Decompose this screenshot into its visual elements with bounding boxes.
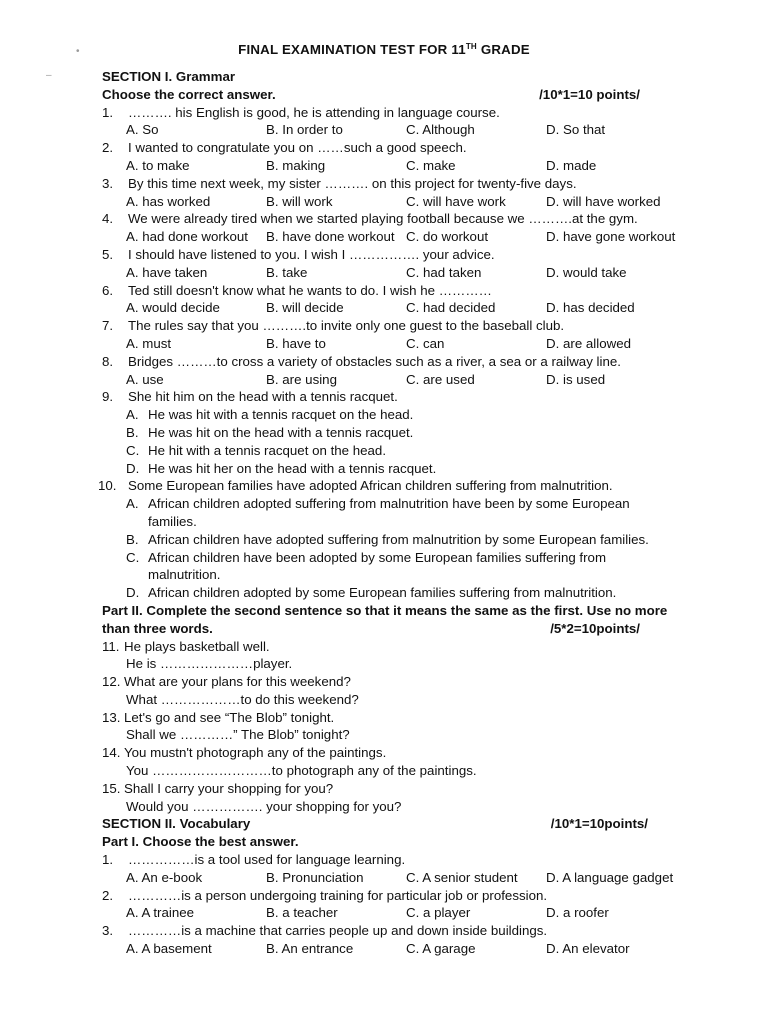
answer-option: D. will have worked bbox=[546, 193, 661, 209]
answer-option: C. make bbox=[406, 157, 456, 173]
scan-mark: – bbox=[46, 70, 52, 81]
option-text bbox=[102, 460, 710, 478]
answer-option: A. use bbox=[126, 371, 164, 387]
answer-option: D. made bbox=[546, 157, 597, 173]
options-row bbox=[102, 940, 710, 958]
question-stem: …………is a machine that carries people up and down inside buildings. bbox=[128, 923, 548, 939]
answer-option: B. In order to bbox=[266, 122, 343, 138]
instruction: Choose the correct answer. bbox=[102, 86, 276, 102]
grammar-questions bbox=[102, 104, 710, 389]
option-body: He was hit her on the head with a tennis racquet. bbox=[148, 460, 437, 476]
option-text: A. African children adopted suffering from malnutrition have been by some European bbox=[126, 496, 630, 512]
rewrite-question bbox=[102, 744, 710, 762]
options-row bbox=[102, 335, 710, 353]
answer-option: D. have gone workout bbox=[546, 229, 676, 245]
rewrite-answer-line: He is …………………player. bbox=[126, 656, 293, 672]
section-heading-row bbox=[102, 815, 710, 833]
options-row bbox=[102, 299, 710, 317]
question-text: 9. She hit him on the head with a tennis racquet. bbox=[102, 389, 398, 405]
answer-option: C. a player bbox=[406, 905, 471, 921]
answer-option: D. A language gadget bbox=[546, 869, 674, 885]
question-stem: Ted still doesn't know what he wants to do. I wish he ………… bbox=[128, 282, 492, 298]
question-number: 2. bbox=[102, 887, 114, 903]
answer-option: D. has decided bbox=[546, 300, 635, 316]
answer-option: B. will work bbox=[266, 193, 333, 209]
question-stem: ……………is a tool used for language learning. bbox=[128, 852, 406, 868]
question-number: 4. bbox=[102, 211, 114, 227]
options-row bbox=[102, 121, 710, 139]
question-text bbox=[102, 887, 710, 905]
options-row bbox=[102, 869, 710, 887]
question-number: 6. bbox=[102, 282, 114, 298]
answer-option: A. A trainee bbox=[126, 905, 195, 921]
question-text: 10. Some European families have adopted African children suffering from malnutrition. bbox=[98, 478, 613, 494]
vocabulary-questions bbox=[102, 851, 710, 958]
answer-option: C. are used bbox=[406, 371, 475, 387]
answer-option: B. An entrance bbox=[266, 941, 354, 957]
question-number: 3. bbox=[102, 923, 114, 939]
answer-option: D. are allowed bbox=[546, 335, 631, 351]
question-text bbox=[102, 175, 710, 193]
answer-option: C. do workout bbox=[406, 229, 489, 245]
points: /5*2=10points/ bbox=[550, 620, 640, 636]
answer-option: A. An e-book bbox=[126, 869, 203, 885]
answer-option: A. would decide bbox=[126, 300, 220, 316]
answer-option: C. had decided bbox=[406, 300, 496, 316]
answer-option: C. had taken bbox=[406, 264, 482, 280]
question-text bbox=[102, 104, 710, 122]
option-letter: D. bbox=[126, 460, 140, 476]
question-number: 7. bbox=[102, 318, 114, 334]
option-text bbox=[102, 424, 710, 442]
answer-option: A. has worked bbox=[126, 193, 211, 209]
question-number: 2. bbox=[102, 140, 114, 156]
answer-option: B. have to bbox=[266, 335, 326, 351]
question-number: 13. bbox=[102, 709, 121, 725]
option-text: families. bbox=[148, 513, 197, 529]
question-stem: …………is a person undergoing training for particular job or profession. bbox=[128, 887, 548, 903]
question-text bbox=[102, 139, 710, 157]
part-heading: Part II. Complete the second sentence so that it means the same as the first. Use no more bbox=[102, 602, 668, 618]
option-letter: C. bbox=[126, 442, 140, 458]
question-text bbox=[102, 922, 710, 940]
option-body: He hit with a tennis racquet on the head. bbox=[148, 442, 387, 458]
question-stem: ………. his English is good, he is attending in language course. bbox=[128, 104, 500, 120]
question-text bbox=[102, 317, 710, 335]
question-number: 5. bbox=[102, 246, 114, 262]
answer-option: D. So that bbox=[546, 122, 606, 138]
question-stem: I wanted to congratulate you on ……such a good speech. bbox=[128, 140, 467, 156]
question-number: 8. bbox=[102, 353, 114, 369]
option-letter: B. bbox=[126, 424, 139, 440]
question-stem: I should have listened to you. I wish I ……………. your advice. bbox=[128, 246, 495, 262]
option-text: C. African children have been adopted by some European families suffering from bbox=[126, 549, 607, 565]
q9-options bbox=[102, 406, 710, 477]
option-text bbox=[102, 442, 710, 460]
question-stem: You mustn't photograph any of the paintings. bbox=[124, 745, 387, 761]
question-stem: He plays basketball well. bbox=[124, 638, 270, 654]
option-text: B. African children have adopted suffering from malnutrition by some European families. bbox=[126, 531, 649, 547]
points: /10*1=10 points/ bbox=[539, 86, 640, 102]
question-number: 15. bbox=[102, 780, 121, 796]
options-row bbox=[102, 228, 710, 246]
rewrite-questions bbox=[102, 638, 710, 816]
question-stem: Let's go and see “The Blob” tonight. bbox=[124, 709, 335, 725]
rewrite-answer-line: You ………………………to photograph any of the paintings. bbox=[126, 763, 477, 779]
answer-option: B. Pronunciation bbox=[266, 869, 364, 885]
answer-option: D. is used bbox=[546, 371, 606, 387]
option-letter: A. bbox=[126, 407, 139, 423]
answer-option: C. A garage bbox=[406, 941, 476, 957]
options-row bbox=[102, 264, 710, 282]
answer-option: B. making bbox=[266, 157, 326, 173]
instruction-row bbox=[102, 86, 710, 104]
question-number: 1. bbox=[102, 104, 114, 120]
answer-option: C. Although bbox=[406, 122, 475, 138]
answer-option: D. a roofer bbox=[546, 905, 609, 921]
answer-option: C. can bbox=[406, 335, 445, 351]
section-heading: SECTION II. Vocabulary bbox=[102, 816, 251, 832]
question-number: 1. bbox=[102, 852, 114, 868]
answer-option: B. are using bbox=[266, 371, 337, 387]
answer-option: C. A senior student bbox=[406, 869, 518, 885]
options-row bbox=[102, 193, 710, 211]
option-body: He was hit with a tennis racquet on the head. bbox=[148, 407, 414, 423]
rewrite-question bbox=[102, 780, 710, 798]
rewrite-question bbox=[102, 709, 710, 727]
rewrite-answer-line: What ………………to do this weekend? bbox=[126, 691, 359, 707]
answer-option: D. would take bbox=[546, 264, 627, 280]
points: /10*1=10points/ bbox=[550, 816, 648, 832]
rewrite-answer-line: Shall we …………” The Blob” tonight? bbox=[126, 727, 350, 743]
question-text bbox=[102, 246, 710, 264]
answer-option: B. will decide bbox=[266, 300, 344, 316]
answer-option: A. have taken bbox=[126, 264, 208, 280]
question-stem: What are your plans for this weekend? bbox=[124, 674, 351, 690]
part-heading-row: than three words. /5*2=10points/ bbox=[102, 620, 640, 636]
answer-option: A. must bbox=[126, 335, 172, 351]
answer-option: A. had done workout bbox=[126, 229, 248, 245]
option-text bbox=[102, 406, 710, 424]
answer-option: B. have done workout bbox=[266, 229, 395, 245]
question-stem: Shall I carry your shopping for you? bbox=[124, 780, 334, 796]
question-stem: We were already tired when we started playing football because we ……….at the gym. bbox=[128, 211, 638, 227]
exam-content bbox=[98, 68, 710, 958]
options-row bbox=[102, 904, 710, 922]
page-title: FINAL EXAMINATION TEST FOR 11TH GRADE bbox=[238, 42, 530, 57]
question-number: 11. bbox=[102, 638, 120, 654]
question-text bbox=[102, 282, 710, 300]
question-stem: The rules say that you ……….to invite only one guest to the baseball club. bbox=[128, 318, 565, 334]
answer-option: A. So bbox=[126, 122, 159, 138]
options-row bbox=[102, 157, 710, 175]
question-stem: Bridges ………to cross a variety of obstacles such as a river, a sea or a railway line. bbox=[128, 353, 621, 369]
option-text: malnutrition. bbox=[148, 567, 221, 583]
option-text: D. African children adopted by some European families suffering from malnutrition. bbox=[126, 585, 617, 601]
rewrite-question bbox=[102, 673, 710, 691]
answer-option: B. take bbox=[266, 264, 308, 280]
answer-option: C. will have work bbox=[406, 193, 506, 209]
options-row bbox=[102, 371, 710, 389]
part-heading: Part I. Choose the best answer. bbox=[102, 834, 299, 850]
section-heading: SECTION I. Grammar bbox=[102, 69, 236, 84]
answer-option: B. a teacher bbox=[266, 905, 338, 921]
question-text bbox=[102, 851, 710, 869]
question-text bbox=[102, 210, 710, 228]
question-stem: By this time next week, my sister ………. on this project for twenty-five days. bbox=[128, 175, 577, 191]
scan-mark: • bbox=[76, 46, 80, 57]
answer-option: D. An elevator bbox=[546, 941, 630, 957]
answer-option: A. A basement bbox=[126, 941, 212, 957]
rewrite-question bbox=[102, 638, 710, 656]
answer-option: A. to make bbox=[126, 157, 190, 173]
option-body: He was hit on the head with a tennis racquet. bbox=[148, 424, 414, 440]
question-number: 3. bbox=[102, 175, 114, 191]
rewrite-answer-line: Would you ……………. your shopping for you? bbox=[126, 798, 402, 814]
question-number: 12. bbox=[102, 674, 121, 690]
question-text bbox=[102, 353, 710, 371]
question-number: 14. bbox=[102, 745, 121, 761]
